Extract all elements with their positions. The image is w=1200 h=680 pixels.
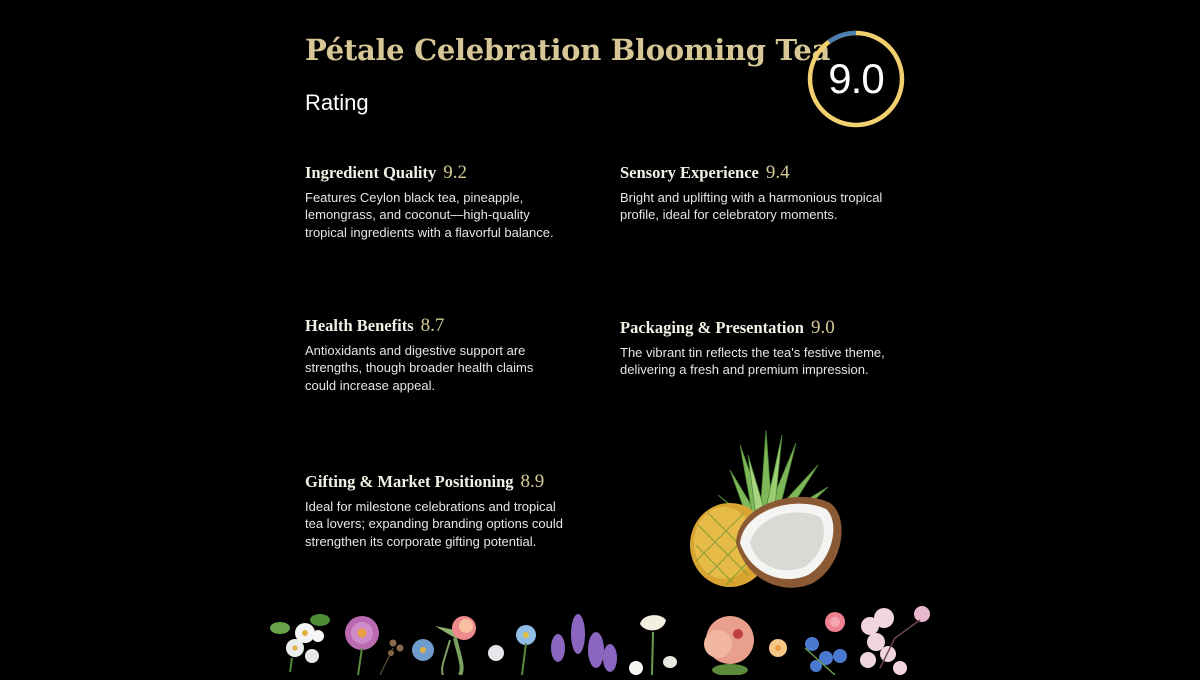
- criterion-name: Gifting & Market Positioning: [305, 472, 514, 491]
- criterion-name: Ingredient Quality: [305, 163, 437, 182]
- page-title: Pétale Celebration Blooming Tea: [305, 33, 831, 67]
- criterion-ingredient-quality: [305, 162, 595, 241]
- criterion-score: 8.9: [520, 471, 545, 492]
- criterion-name: Packaging & Presentation: [620, 318, 804, 337]
- flower-border-icon: [260, 598, 950, 675]
- criterion-description: Antioxidants and digestive support are strengths, though broader health claims could increase appeal.: [305, 343, 534, 393]
- criterion-description: The vibrant tin reflects the tea's festive theme, delivering a fresh and premium impression.: [620, 345, 885, 378]
- pineapple-coconut-icon: [678, 425, 848, 590]
- page-subtitle: Rating: [305, 90, 369, 115]
- criterion-sensory-experience: [620, 162, 910, 224]
- criterion-name: Sensory Experience: [620, 163, 759, 182]
- criterion-score: 8.7: [420, 315, 445, 336]
- criterion-gifting-market-positioning: [305, 471, 595, 550]
- criterion-description: Features Ceylon black tea, pineapple, lemongrass, and coconut—high-quality tropical ingredients with a flavorful balance.: [305, 190, 554, 240]
- pineapple-coconut-illustration: [678, 425, 848, 590]
- criterion-description: Bright and uplifting with a harmonious tropical profile, ideal for celebratory moments.: [620, 190, 883, 223]
- criterion-health-benefits: [305, 315, 595, 394]
- criterion-score: 9.2: [443, 162, 468, 183]
- criterion-score: 9.0: [810, 317, 835, 338]
- overall-score-badge: [806, 29, 906, 129]
- overall-score-value: 9.0: [828, 55, 884, 102]
- criterion-packaging-presentation: [620, 317, 910, 379]
- criterion-score: 9.4: [765, 162, 790, 183]
- criterion-name: Health Benefits: [305, 316, 414, 335]
- criterion-description: Ideal for milestone celebrations and tropical tea lovers; expanding branding options could strengthen its corporate gifting potential.: [305, 499, 564, 549]
- flower-border-illustration: [260, 598, 950, 675]
